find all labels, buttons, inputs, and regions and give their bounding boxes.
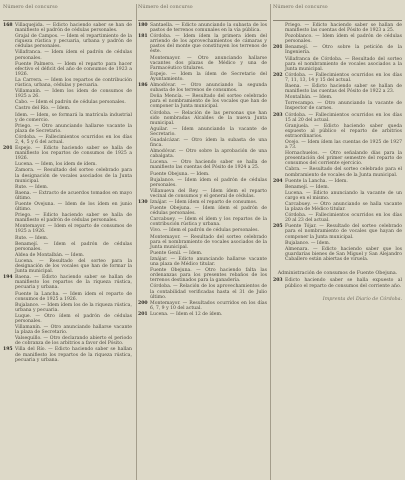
index-entry <box>3 185 132 190</box>
entry-text: Córdoba. — Idem ídem la primera ídem del arriendo de los aprovechamientos de cámaras y pastos del monte que constituyen los terrenos de éste. <box>150 34 267 55</box>
index-entry <box>273 167 402 177</box>
index-entry <box>138 72 267 82</box>
index-entry <box>138 268 267 283</box>
index-entry <box>138 235 267 250</box>
entry-text: Iznájar. — Edicto anunciando hallarse vacante una plaza de Médico titular. <box>150 256 267 268</box>
entry-text: Lucena. — Idem el 12 de ídem. <box>150 311 223 317</box>
index-entry <box>273 73 402 83</box>
index-entry <box>3 191 132 201</box>
index-entry <box>273 247 402 262</box>
index-entry <box>3 146 132 161</box>
index-entry <box>138 206 267 216</box>
entry-text: Fuente Tójar. — Resultado del sorteo celebrado para el nombramiento de vocales que hayan de componer la Junta municipal. <box>285 224 402 240</box>
index-entry <box>3 62 132 77</box>
entry-text: Montalbán. — Idem. <box>285 95 333 101</box>
index-entry <box>138 228 267 233</box>
index-entry <box>3 314 132 324</box>
entry-number: 205 <box>273 224 283 230</box>
entry-text: Bujalance. — Idem ídem el padrón de cédulas personales. <box>150 177 267 188</box>
index-entry <box>273 34 402 44</box>
column-divider <box>270 4 271 480</box>
entry-text: Vivo. — Idem el padrón de cédulas personales. <box>150 228 259 234</box>
index-entry <box>138 301 267 311</box>
entry-text: Fuente Ovejuna. — Idem de los ídem en junio último. <box>15 202 132 213</box>
index-entry <box>138 172 267 177</box>
index-entry <box>138 178 267 188</box>
entry-text: Fuente Obejuna. — Idem ídem el padrón de cédulas personales. <box>150 206 267 217</box>
footer-entry <box>273 278 402 288</box>
index-entry <box>3 347 132 362</box>
index-entry <box>3 100 132 105</box>
index-entry <box>3 253 132 258</box>
entry-text: Fuente Palmero. — Idem el reparto para hacer efectivo el déficit del año de consumos de 1923 a 1926. <box>15 61 132 77</box>
index-entry <box>3 106 132 111</box>
index-entry <box>138 23 267 33</box>
entry-text: Baena. — Extracto de acuerdos tomados en mayo último. <box>15 190 132 201</box>
entry-text: Cabra. — Resultado del sorteo celebrado para el nombramiento de vocales de la Junta municipal. <box>285 167 402 178</box>
index-entry <box>3 224 132 234</box>
index-entry <box>3 259 132 274</box>
entry-text: Edicto haciendo saber se halla expuesto al público el reparto de consumos del corriente año. <box>285 278 402 289</box>
entry-text: Montemayor. — Idem el reparto de consumos de 1925 a 1926. <box>15 224 132 235</box>
index-entry <box>273 224 402 239</box>
entry-text: Villaquejida. — Edicto haciendo saber se han de manifiesto el padrón de cédulas personales. <box>15 23 132 34</box>
index-entry <box>273 151 402 166</box>
index-entry <box>3 50 132 60</box>
entry-text: Córdoba. — Fallecimientos ocurridos en los días 15 al 20 del actual. <box>285 112 402 123</box>
entry-text: Cabo. — Idem el padrón de cédulas personales. <box>15 100 126 106</box>
entry-text: Priego. — Edicto haciendo saber se halla de manifiesto el padrón de cédulas personales. <box>15 213 132 224</box>
index-entry <box>138 251 267 256</box>
entry-number: 203 <box>273 278 283 284</box>
entry-number: 130 <box>138 200 148 205</box>
index-entry <box>273 185 402 190</box>
entry-text: Rute. — Idem. <box>15 184 49 190</box>
entry-text: Bujalance. — Idem. <box>285 240 331 246</box>
index-entry <box>138 111 267 126</box>
index-column-3 <box>273 4 402 480</box>
entry-text: Puente Genil. — Idem. <box>150 250 203 256</box>
index-entry <box>138 200 267 205</box>
index-entry <box>3 162 132 167</box>
index-entry <box>273 241 402 246</box>
index-entry <box>273 57 402 72</box>
entry-text: Benamejí. — Otro sobre la petición de la Ingeniería. <box>285 45 402 56</box>
index-entry <box>273 113 402 123</box>
index-entry <box>3 34 132 49</box>
entry-text: Villa del Río. — Edicto haciendo saber se hallan de manifiesto los repartos de la riqueza rústica, pecuaria y urbana. <box>15 347 132 363</box>
index-entry <box>3 292 132 302</box>
entry-text: Almenara. — Edicto haciendo saber que los guardarías bienes de San Miguel y San Alejandro Caballero están abiertas de viruela. <box>285 246 402 262</box>
entry-text: Priego. — Edicto haciendo saber se hallan de manifiesto las cuentas del Pósito de 1923 a 25. <box>285 23 402 34</box>
entry-text: Zamora. — Resultado del sorteo celebrado para la designación de vocales asociados de la Junta municipal. <box>15 168 132 184</box>
index-entry <box>138 160 267 170</box>
entry-number: 200 <box>138 300 148 306</box>
index-entry <box>138 34 267 54</box>
entry-number: 181 <box>138 34 148 40</box>
entry-number: 194 <box>3 275 13 281</box>
entry-text: Almodóvar. — Otro sobre la aprobación de una cabalgata. <box>150 149 267 160</box>
entry-text: Idem. — Idem, se formará la matrícula industrial y de comercio. <box>15 112 132 123</box>
index-entry <box>3 124 132 134</box>
entry-text: Carcabuey. — Idem el ídem y los repartos de la contribución rústica y urbana. <box>150 217 267 228</box>
entry-text: Montemayor. — Resultado del sorteo celebrado para el nombramiento de vocales asociados de la Junta municipal. <box>150 234 267 250</box>
entry-text: Aldea de Montalbán. — Idem. <box>15 252 85 258</box>
index-entry <box>3 242 132 252</box>
index-entry <box>273 202 402 212</box>
entry-text: Fuente Obejuna. — Otro haciendo falta las ordenanzas para los presentes rebaños de los terrenos destinados para la ganadería. <box>150 268 267 284</box>
entry-text: Benamejí. — Idem. <box>285 184 330 190</box>
entry-text: Doña Mencía. — Resultado del sorteo celebrado para el nombramiento de los vocales que han de componer la Junta municipal. <box>150 94 267 110</box>
column-header: Número del concurso <box>273 4 402 21</box>
entry-text: Montemayor. — Otro anunciando hallarse vacantes dos plazas de Médico y una de Farmacéutico titulares. <box>150 55 267 71</box>
column-divider <box>136 4 137 480</box>
entry-number: 204 <box>273 178 283 184</box>
entry-text: Fuente la Lancha. — Idem ídem el reparto de consumos de 1925 a 1926. <box>15 291 132 302</box>
index-entry <box>138 127 267 137</box>
entry-text: Almodóvar. — Otro anunciando la segunda subasta de los terrenos de consumos. <box>150 83 267 94</box>
index-entry <box>3 336 132 346</box>
printer-signature: Imprenta del Diario de Córdoba. <box>322 296 402 302</box>
index-entry <box>273 191 402 201</box>
entry-text: Valsequillo. — Otro declarando abierto el periodo de cobranza de los arbitrios a favor del Pósito. <box>15 336 132 347</box>
index-entry <box>3 168 132 183</box>
entry-text: Espejo. — Idem la ídem de Secretario del Ayuntamiento. <box>150 71 267 82</box>
entry-text: Iznájar. — Idem ídem el reparto de consumos. <box>150 200 258 205</box>
index-entry <box>3 325 132 335</box>
entry-text: La Carrera. — Idem los repartos de contribución rústica, urbana, cédulas y pecuaria. <box>15 77 132 89</box>
index-column-1 <box>3 4 132 480</box>
entry-text: Fuente Obejuna. — Idem. <box>150 171 210 177</box>
index-entry <box>273 95 402 100</box>
entry-number: 203 <box>273 112 283 118</box>
entry-text: Carcabuey. — Otro anunciando se halla vacante la plaza de Médico titular. <box>285 202 402 213</box>
entry-text: Córdoba. — Fallecimientos ocurridos en los días 2, 4, 5 y 6 del actual. <box>15 134 132 145</box>
entry-text: Villamanín. — Otro anunciando hallarse vacante la plaza de Secretario. <box>15 325 132 336</box>
entry-text: Aguilar. — Idem anunciando la vacante de Secretario. <box>150 126 267 137</box>
index-entry <box>138 138 267 148</box>
index-entry <box>3 23 132 33</box>
entry-text: Santaella. — Edicto anunciando la subasta de los pastos de terrenos comunales en la vía pública. <box>150 23 267 34</box>
entry-text: Grajal de Campos. — Idem el repartimiento de la riqueza rústica y pecuaria, urbana y padrón de cédulas personales. <box>15 34 132 50</box>
entry-text: Lucena. — Resultado del sorteo para la designación de los vocales que han de formar la Junta municipal. <box>15 258 132 275</box>
index-entry <box>3 275 132 290</box>
entry-text: Baena. — Edicto haciendo saber se hallan de manifiesto las cuentas del Pósito de 1922 a 23. <box>285 84 402 95</box>
entry-text: Luque. — Otro ídem el padrón de cédulas personales. <box>15 313 132 324</box>
entry-text: Guadalcázar. — Otro ídem la subasta de una finca. <box>150 137 267 149</box>
entry-text: Villanueva del Rey. — Idem ídem el reparto vecinal de consumos y el general de cédulas. <box>150 188 267 199</box>
index-entry <box>273 101 402 111</box>
index-entry <box>138 257 267 267</box>
entry-text: Villamanín. — Idem los ídem de consumos de 1925 a 26. <box>15 89 132 100</box>
index-entry <box>273 140 402 150</box>
entry-text: Córdoba. — Relación de los aprovechamientos de la contabilidad verificadas hasta el 31 de Julio último. <box>150 284 267 300</box>
index-entry <box>273 213 402 223</box>
entry-number: 201 <box>138 311 148 317</box>
entry-number: 186 <box>138 83 148 89</box>
index-entry <box>138 83 267 93</box>
entry-number: 201 <box>273 45 283 51</box>
index-entry <box>138 149 267 159</box>
entry-number: 168 <box>3 23 13 28</box>
entry-number: 195 <box>3 347 13 353</box>
entry-text: Priego. — Otro anunciando hallarse vacante la plaza de Secretario. <box>15 123 132 134</box>
entry-text: Pozoblanco. — Idem ídem el padrón de cédulas personales. <box>285 34 402 45</box>
entry-text: Granjuela. — Edicto haciendo saber queda expuesto al público el reparto de arbitrios extraordinarios. <box>285 123 402 139</box>
index-entry <box>273 23 402 33</box>
index-entry <box>3 202 132 212</box>
index-column-2 <box>138 4 267 480</box>
index-entry <box>3 113 132 123</box>
index-entry <box>138 94 267 109</box>
entry-text: Montemayor. — Resultados ocurridos en los días 6, 7, 9 y 10 del actual. <box>150 300 267 311</box>
index-entry <box>273 124 402 139</box>
index-entry <box>273 179 402 184</box>
footer-heading: Administración de consumos de Fuente Obejuna. <box>277 271 398 277</box>
entry-text: Torrecampo. — Otro anunciando la vacante de Inspector de carnes. <box>285 101 402 112</box>
index-entry <box>138 284 267 299</box>
entry-text: Rute. — Idem. <box>15 235 49 241</box>
entry-text: Castro del Río. — Idem. <box>15 106 71 112</box>
entry-number: 180 <box>138 23 148 28</box>
entry-text: Lucena. — Idem, los ídem de ídem. <box>15 162 97 168</box>
index-entry <box>3 89 132 99</box>
entry-text: Córdoba. — Relación de las personas que han sido nombradas Alcaldes de la nueva Junta municipal. <box>150 110 267 126</box>
entry-number: 202 <box>273 72 283 78</box>
index-entry <box>3 303 132 313</box>
entry-text: Baena. — Edicto haciendo saber se hallan de manifiesto los repartos de la riqueza rústica, pecuaria y urbana. <box>15 275 132 291</box>
index-entry <box>3 236 132 241</box>
index-entry <box>138 217 267 227</box>
entry-text: Córdoba. — Fallecimientos ocurridos en los días 20 al 23 del actual. <box>285 213 402 224</box>
index-entry <box>138 189 267 199</box>
entry-number: 201 <box>3 146 13 152</box>
column-header: Número del concurso <box>3 4 132 21</box>
entry-text: Córdoba. — Fallecimientos ocurridos en los días 7, 11, 13, 14 y 15 del actual. <box>285 72 402 83</box>
entry-text: Villafranca. — Idem ídem el padrón de cédulas personales. <box>15 50 132 61</box>
column-header: Número del concurso <box>138 4 267 21</box>
entry-text: Espejo. — Edicto haciendo saber se halla de manifiesto los repartos de consumos de 1925 a 1926. <box>15 146 132 162</box>
entry-text: Villafranca de Córdoba. — Resultado del sorteo para el nombramiento de vocales asociados a la Junta municipal. <box>285 56 402 72</box>
entry-text: Lucena. — Otro haciendo saber se halla de manifiesto las cuentas del Pósito de 1924 a 25. <box>150 160 267 171</box>
entry-text: Lucena. — Edicto anunciando la vacante de un cargo en el mismo. <box>285 190 402 201</box>
index-entry <box>138 56 267 71</box>
entry-text: Hornachuelos. — Otro señalando días para la presentación del primer semestre del reparto de consumos del corriente ejercicio. <box>285 151 402 167</box>
footer-block <box>273 268 402 302</box>
index-entry <box>273 84 402 94</box>
index-entry <box>138 312 267 317</box>
entry-text: Fuente la Lancha. — Idem. <box>285 178 348 184</box>
entry-text: Ocejo. — Idem ídem las cuentas de 1925 de 1927 a 73. <box>285 139 402 151</box>
index-entry <box>3 78 132 88</box>
entry-text: Bujalance. — Idem ídem los de la riqueza rústica, urbana y pecuaria. <box>15 302 132 313</box>
index-entry <box>3 213 132 223</box>
index-entry <box>273 45 402 55</box>
index-entry <box>3 135 132 145</box>
entry-text: Benamejí. — Idem el padrón de cédulas personales. <box>15 241 132 252</box>
